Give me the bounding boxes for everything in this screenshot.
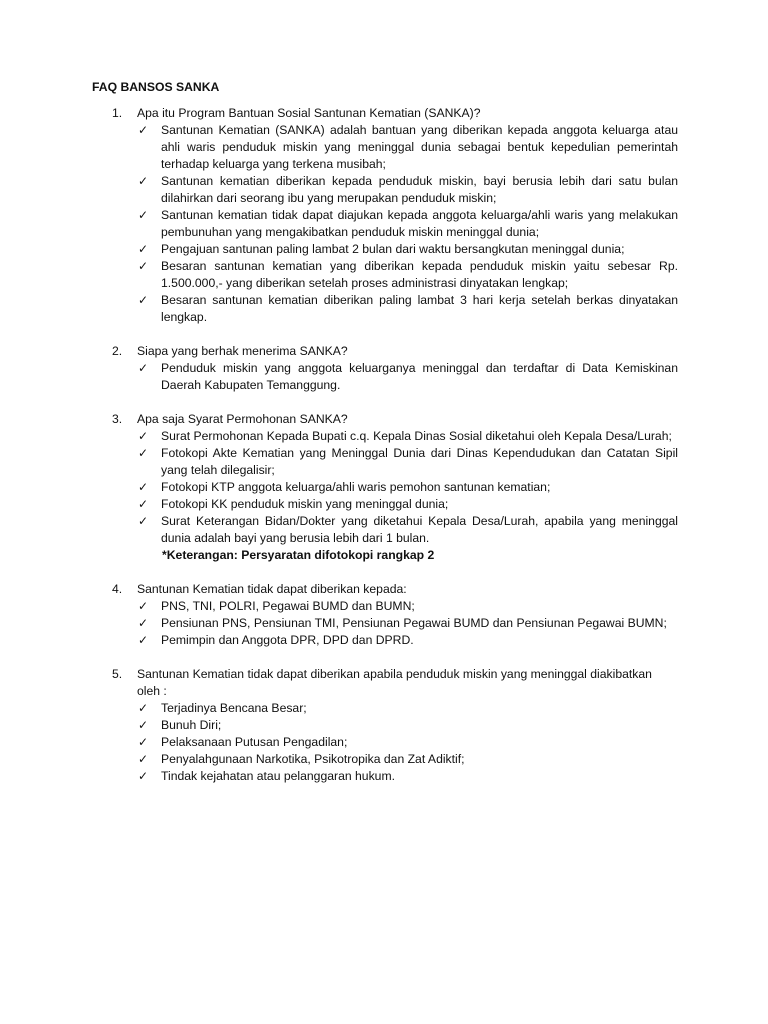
answer-item xyxy=(136,734,678,751)
question-text: Apa saja Syarat Permohonan SANKA? xyxy=(137,412,348,426)
faq-list xyxy=(92,105,678,802)
answer-item xyxy=(136,632,678,649)
check-icon: ✓ xyxy=(138,480,149,494)
answer-item xyxy=(136,173,678,207)
answer-text: Tindak kejahatan atau pelanggaran hukum. xyxy=(161,769,395,783)
answer-text: Besaran santunan kematian yang diberikan kepada penduduk miskin yaitu sebesar Rp. 1.500.000,- yang diberikan setelah proses administrasi dinyatakan lengkap; xyxy=(161,259,678,290)
question-number: 1. xyxy=(112,106,123,120)
answer-item xyxy=(136,428,678,445)
check-icon: ✓ xyxy=(138,293,149,307)
faq-item xyxy=(92,581,678,649)
requirement-note: *Keterangan: Persyaratan difotokopi rangkap 2 xyxy=(162,548,435,562)
check-icon: ✓ xyxy=(138,429,149,443)
answer-item xyxy=(136,768,678,785)
answer-text: Terjadinya Bencana Besar; xyxy=(161,701,307,715)
question-number: 4. xyxy=(112,582,123,596)
answer-text: Pelaksanaan Putusan Pengadilan; xyxy=(161,735,348,749)
answer-text: PNS, TNI, POLRI, Pegawai BUMD dan BUMN; xyxy=(161,599,415,613)
question-text: Apa itu Program Bantuan Sosial Santunan Kematian (SANKA)? xyxy=(137,106,481,120)
faq-item xyxy=(92,666,678,785)
question-text: Siapa yang berhak menerima SANKA? xyxy=(137,344,348,358)
answer-item xyxy=(136,292,678,326)
answer-text: Surat Keterangan Bidan/Dokter yang diketahui Kepala Desa/Lurah, apabila yang meninggal dunia adalah bayi yang berusia lebih dari 1 bulan. xyxy=(161,514,678,545)
answer-item xyxy=(136,615,678,632)
answer-item xyxy=(136,241,678,258)
answer-item xyxy=(136,445,678,479)
check-icon: ✓ xyxy=(138,752,149,766)
answer-item xyxy=(136,258,678,292)
answer-item xyxy=(136,479,678,496)
check-icon: ✓ xyxy=(138,616,149,630)
answer-list xyxy=(137,700,678,785)
answer-text: Santunan kematian diberikan kepada penduduk miskin, bayi berusia lebih dari satu bulan dilahirkan dari seorang ibu yang merupakan penduduk miskin; xyxy=(161,174,678,205)
answer-text: Penduduk miskin yang anggota keluarganya meninggal dan terdaftar di Data Kemiskinan Daerah Kabupaten Temanggung. xyxy=(161,361,678,392)
answer-text: Fotokopi Akte Kematian yang Meninggal Dunia dari Dinas Kependudukan dan Catatan Sipil yang telah dilegalisir; xyxy=(161,446,678,477)
answer-list xyxy=(137,598,678,649)
answer-item xyxy=(136,207,678,241)
check-icon: ✓ xyxy=(138,446,149,460)
answer-item xyxy=(136,700,678,717)
check-icon: ✓ xyxy=(138,599,149,613)
answer-item xyxy=(136,717,678,734)
check-icon: ✓ xyxy=(138,242,149,256)
answer-text: Bunuh Diri; xyxy=(161,718,222,732)
answer-list xyxy=(137,360,678,394)
check-icon: ✓ xyxy=(138,259,149,273)
answer-text: Fotokopi KTP anggota keluarga/ahli waris pemohon santunan kematian; xyxy=(161,480,551,494)
answer-text: Besaran santunan kematian diberikan paling lambat 3 hari kerja setelah berkas dinyatakan lengkap. xyxy=(161,293,678,324)
answer-text: Pemimpin dan Anggota DPR, DPD dan DPRD. xyxy=(161,633,414,647)
faq-item xyxy=(92,105,678,326)
answer-text: Santunan Kematian (SANKA) adalah bantuan yang diberikan kepada anggota keluarga atau ahli waris penduduk miskin yang meninggal dunia sebagai bentuk kepedulian pemerintah terhadap keluarga yang terkena musibah; xyxy=(161,123,678,171)
answer-text: Pensiunan PNS, Pensiunan TMI, Pensiunan Pegawai BUMD dan Pensiunan Pegawai BUMN; xyxy=(161,616,667,630)
faq-item xyxy=(92,411,678,564)
question-text: Santunan Kematian tidak dapat diberikan kepada: xyxy=(137,582,407,596)
answer-item xyxy=(136,496,678,513)
check-icon: ✓ xyxy=(138,174,149,188)
question-text: Santunan Kematian tidak dapat diberikan apabila penduduk miskin yang meninggal diakibatkan oleh : xyxy=(137,667,652,698)
answer-list xyxy=(137,122,678,326)
check-icon: ✓ xyxy=(138,769,149,783)
answer-text: Santunan kematian tidak dapat diajukan kepada anggota keluarga/ahli waris yang melakukan pembunuhan yang mengakibatkan penduduk miskin meninggal dunia; xyxy=(161,208,678,239)
answer-item xyxy=(136,360,678,394)
answer-item xyxy=(136,598,678,615)
document-title: FAQ BANSOS SANKA xyxy=(92,80,220,94)
check-icon: ✓ xyxy=(138,123,149,137)
question-number: 3. xyxy=(112,412,123,426)
check-icon: ✓ xyxy=(138,497,149,511)
answer-text: Surat Permohonan Kepada Bupati c.q. Kepala Dinas Sosial diketahui oleh Kepala Desa/Lurah; xyxy=(161,429,672,443)
answer-item xyxy=(136,513,678,547)
check-icon: ✓ xyxy=(138,701,149,715)
question-number: 2. xyxy=(112,344,123,358)
check-icon: ✓ xyxy=(138,208,149,222)
check-icon: ✓ xyxy=(138,361,149,375)
answer-item xyxy=(136,751,678,768)
check-icon: ✓ xyxy=(138,718,149,732)
check-icon: ✓ xyxy=(138,514,149,528)
answer-text: Fotokopi KK penduduk miskin yang meninggal dunia; xyxy=(161,497,449,511)
check-icon: ✓ xyxy=(138,735,149,749)
answer-list xyxy=(137,428,678,547)
check-icon: ✓ xyxy=(138,633,149,647)
answer-text: Pengajuan santunan paling lambat 2 bulan dari waktu bersangkutan meninggal dunia; xyxy=(161,242,625,256)
question-number: 5. xyxy=(112,667,123,681)
faq-item xyxy=(92,343,678,394)
answer-item xyxy=(136,122,678,173)
answer-text: Penyalahgunaan Narkotika, Psikotropika dan Zat Adiktif; xyxy=(161,752,465,766)
